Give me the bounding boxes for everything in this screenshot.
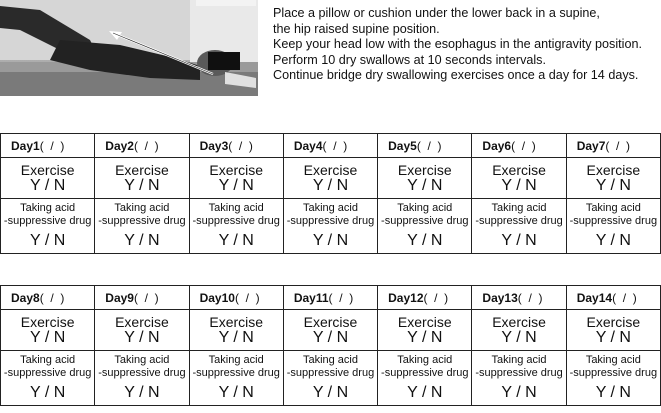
instructions-text	[273, 6, 658, 84]
exercise-label: Exercise	[20, 314, 75, 330]
day-cell	[1, 286, 95, 310]
date-blank[interactable]: ( / )	[133, 138, 159, 153]
drug-row	[1, 351, 661, 406]
day-cell	[189, 286, 283, 310]
drug-cell[interactable]	[283, 199, 377, 254]
yes-no-choice[interactable]: Y / N	[595, 329, 631, 346]
exercise-label: Exercise	[397, 314, 452, 330]
exercise-cell[interactable]	[378, 310, 472, 351]
exercise-label: Exercise	[397, 162, 452, 178]
drug-label: Taking acid	[585, 202, 641, 214]
exercise-label: Exercise	[115, 162, 169, 178]
drug-label: Taking acid	[20, 354, 76, 366]
exercise-label: Exercise	[586, 162, 641, 178]
day-label: Day12	[388, 290, 424, 305]
drug-cell[interactable]	[378, 199, 472, 254]
yes-no-choice[interactable]: Y / N	[407, 384, 443, 401]
yes-no-choice[interactable]: Y / N	[501, 177, 537, 194]
drug-label: -suppressive drug	[3, 367, 92, 379]
exercise-label: Exercise	[303, 314, 358, 330]
date-blank[interactable]: ( / )	[133, 290, 159, 305]
day-cell	[95, 134, 189, 158]
exercise-label: Exercise	[492, 162, 546, 178]
exercise-cell[interactable]	[566, 158, 660, 199]
exercise-cell[interactable]	[95, 310, 189, 351]
day-label: Day6	[482, 138, 512, 153]
week1-log-table	[0, 133, 661, 254]
day-header-row	[1, 134, 661, 158]
drug-label: Taking acid	[208, 202, 264, 214]
drug-label: Taking acid	[397, 202, 453, 214]
exercise-label: Exercise	[303, 162, 358, 178]
drug-label: Taking acid	[114, 202, 170, 214]
exercise-row	[1, 158, 661, 199]
exercise-cell[interactable]	[283, 158, 377, 199]
day-header-row	[1, 286, 661, 310]
drug-label: -suppressive drug	[98, 367, 186, 379]
yes-no-choice[interactable]: Y / N	[595, 232, 631, 249]
yes-no-choice[interactable]: Y / N	[595, 177, 631, 194]
drug-label: -suppressive drug	[3, 215, 92, 227]
exercise-label: Exercise	[209, 162, 264, 178]
date-blank[interactable]: ( / )	[39, 138, 65, 153]
day-label: Day13	[482, 290, 518, 305]
day-cell	[472, 286, 566, 310]
instruction-line: Keep your head low with the esophagus in the antigravity position.	[273, 37, 642, 52]
instruction-line: Continue bridge dry swallowing exercises once a day for 14 days.	[273, 68, 639, 83]
drug-label: -suppressive drug	[192, 215, 280, 227]
day-label: Day7	[576, 138, 606, 153]
exercise-cell[interactable]	[472, 310, 566, 351]
day-label: Day14	[576, 290, 613, 305]
day-cell	[472, 134, 566, 158]
yes-no-choice[interactable]: Y / N	[501, 329, 537, 346]
drug-label: -suppressive drug	[286, 367, 375, 379]
date-blank[interactable]: ( / )	[228, 138, 253, 153]
day-label: Day1	[11, 138, 40, 153]
drug-cell[interactable]	[566, 351, 660, 406]
date-blank[interactable]: ( / )	[322, 138, 348, 153]
date-blank[interactable]: ( / )	[39, 290, 65, 305]
drug-cell[interactable]	[472, 199, 566, 254]
date-blank[interactable]: ( / )	[517, 290, 543, 305]
exercise-row	[1, 310, 661, 351]
date-blank[interactable]: ( / )	[511, 138, 536, 153]
bridge-exercise-photo	[0, 0, 258, 96]
day-cell	[1, 134, 95, 158]
drug-label: Taking acid	[491, 202, 547, 214]
exercise-cell[interactable]	[1, 310, 95, 351]
drug-cell[interactable]	[283, 351, 377, 406]
yes-no-choice[interactable]: Y / N	[407, 232, 443, 249]
day-cell	[283, 286, 377, 310]
day-label: Day9	[105, 290, 134, 305]
patient-supine-illustration	[0, 0, 258, 96]
drug-label: Taking acid	[397, 354, 453, 366]
yes-no-choice[interactable]: Y / N	[407, 329, 443, 346]
exercise-cell[interactable]	[1, 158, 95, 199]
exercise-cell[interactable]	[378, 158, 472, 199]
yes-no-choice[interactable]: Y / N	[312, 329, 349, 346]
yes-no-choice[interactable]: Y / N	[407, 177, 443, 194]
drug-label: Taking acid	[302, 354, 358, 366]
exercise-label: Exercise	[115, 314, 169, 330]
day-cell	[95, 286, 189, 310]
yes-no-choice[interactable]: Y / N	[501, 384, 537, 401]
drug-cell[interactable]	[95, 199, 189, 254]
date-blank[interactable]: ( / )	[416, 138, 442, 153]
day-cell	[189, 134, 283, 158]
drug-cell[interactable]	[378, 351, 472, 406]
exercise-cell[interactable]	[283, 310, 377, 351]
drug-cell[interactable]	[1, 199, 95, 254]
drug-label: -suppressive drug	[475, 215, 563, 227]
yes-no-choice[interactable]: Y / N	[501, 232, 537, 249]
exercise-cell[interactable]	[189, 310, 283, 351]
day-label: Day3	[199, 138, 229, 153]
day-label: Day2	[105, 138, 134, 153]
exercise-label: Exercise	[492, 314, 546, 330]
drug-label: Taking acid	[208, 354, 264, 366]
date-blank[interactable]: ( / )	[328, 290, 354, 305]
week2-log-table	[0, 285, 661, 406]
drug-cell[interactable]	[189, 199, 283, 254]
drug-label: -suppressive drug	[98, 215, 186, 227]
exercise-cell[interactable]	[95, 158, 189, 199]
drug-label: -suppressive drug	[381, 215, 469, 227]
date-blank[interactable]: ( / )	[612, 290, 637, 305]
exercise-label: Exercise	[586, 314, 641, 330]
drug-label: -suppressive drug	[286, 215, 375, 227]
day-label: Day11	[293, 290, 329, 305]
day-cell	[378, 134, 472, 158]
drug-label: Taking acid	[20, 202, 76, 214]
yes-no-choice[interactable]: Y / N	[124, 232, 160, 249]
yes-no-choice[interactable]: Y / N	[312, 232, 349, 249]
exercise-cell[interactable]	[566, 310, 660, 351]
day-cell	[283, 134, 377, 158]
exercise-cell[interactable]	[189, 158, 283, 199]
yes-no-choice[interactable]: Y / N	[312, 384, 349, 401]
drug-cell[interactable]	[189, 351, 283, 406]
exercise-cell[interactable]	[472, 158, 566, 199]
yes-no-choice[interactable]: Y / N	[218, 232, 254, 249]
yes-no-choice[interactable]: Y / N	[218, 329, 254, 346]
yes-no-choice[interactable]: Y / N	[30, 232, 66, 249]
drug-label: Taking acid	[491, 354, 547, 366]
yes-no-choice[interactable]: Y / N	[124, 329, 160, 346]
date-blank[interactable]: ( / )	[605, 138, 631, 153]
yes-no-choice[interactable]: Y / N	[218, 177, 254, 194]
drug-label: -suppressive drug	[475, 367, 563, 379]
drug-cell[interactable]	[1, 351, 95, 406]
drug-label: Taking acid	[302, 202, 358, 214]
drug-cell[interactable]	[472, 351, 566, 406]
drug-row	[1, 199, 661, 254]
yes-no-choice[interactable]: Y / N	[312, 177, 349, 194]
yes-no-choice[interactable]: Y / N	[30, 329, 66, 346]
yes-no-choice[interactable]: Y / N	[595, 384, 631, 401]
drug-label: -suppressive drug	[569, 367, 658, 379]
drug-label: Taking acid	[114, 354, 170, 366]
day-label: Day4	[293, 138, 323, 153]
drug-cell[interactable]	[95, 351, 189, 406]
exercise-label: Exercise	[20, 162, 75, 178]
exercise-label: Exercise	[209, 314, 264, 330]
date-blank[interactable]: ( / )	[234, 290, 260, 305]
day-cell	[566, 134, 660, 158]
yes-no-choice[interactable]: Y / N	[218, 384, 254, 401]
yes-no-choice[interactable]: Y / N	[30, 384, 66, 401]
date-blank[interactable]: ( / )	[423, 290, 449, 305]
yes-no-choice[interactable]: Y / N	[124, 384, 160, 401]
day-cell	[378, 286, 472, 310]
drug-label: -suppressive drug	[381, 367, 469, 379]
day-label: Day5	[388, 138, 417, 153]
day-label: Day10	[199, 290, 235, 305]
instruction-line: Place a pillow or cushion under the lower back in a supine,	[273, 6, 600, 20]
drug-label: Taking acid	[585, 354, 641, 366]
drug-label: -suppressive drug	[192, 367, 280, 379]
yes-no-choice[interactable]: Y / N	[124, 177, 160, 194]
instruction-line: the hip raised supine position.	[273, 21, 440, 36]
day-cell	[566, 286, 660, 310]
day-label: Day8	[11, 290, 40, 305]
drug-label: -suppressive drug	[569, 215, 658, 227]
yes-no-choice[interactable]: Y / N	[30, 177, 66, 194]
instruction-line: Perform 10 dry swallows at 10 seconds intervals.	[273, 52, 546, 67]
drug-cell[interactable]	[566, 199, 660, 254]
